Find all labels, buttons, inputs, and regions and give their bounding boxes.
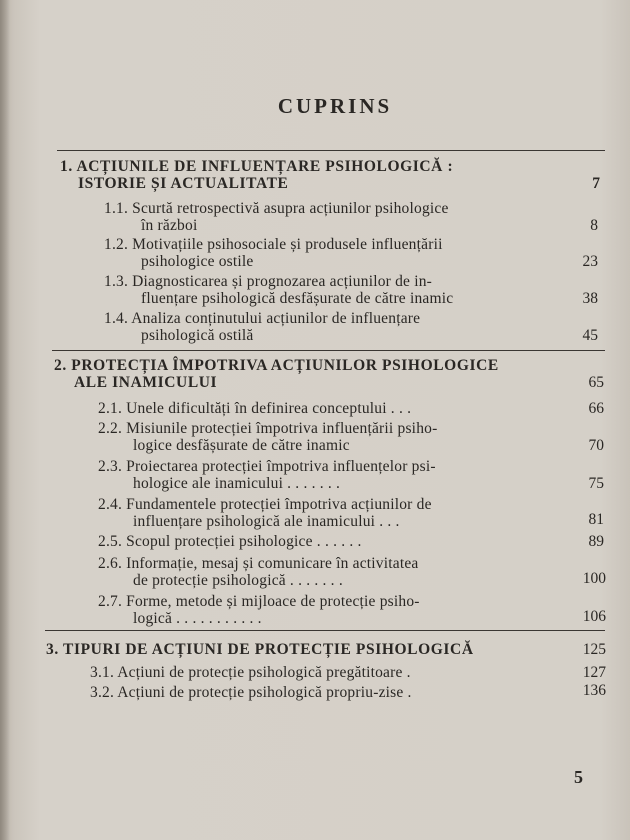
section-1-1-line1: 1.1. Scurtă retrospectivă asupra acțiunilor psihologice: [104, 200, 449, 217]
section-2-3-line1: 2.3. Proiectarea protecției împotriva influențelor psi-: [98, 458, 436, 475]
section-3-1-page: 127: [582, 664, 606, 681]
chapter-divider: [57, 150, 605, 151]
page-title: CUPRINS: [277, 94, 393, 118]
section-2-6-page: 100: [582, 570, 606, 587]
section-1-3-line1: 1.3. Diagnosticarea și prognozarea acțiunilor de in-: [104, 273, 433, 290]
chapter-1-title-line2: ISTORIE ȘI ACTUALITATE: [78, 175, 289, 192]
section-2-6-line1: 2.6. Informație, mesaj și comunicare în activitatea: [98, 555, 419, 572]
section-2-2-line2: logice desfășurate de către inamic: [133, 437, 350, 454]
section-2-7-line1: 2.7. Forme, metode și mijloace de protecție psiho-: [98, 593, 420, 610]
section-1-1-page: 8: [590, 217, 598, 234]
section-3-1: 3.1. Acțiuni de protecție psihologică pregătitoare .: [90, 664, 411, 681]
section-2-7-page: 106: [582, 608, 606, 625]
section-2-4-page: 81: [588, 511, 604, 528]
section-2-4-line1: 2.4. Fundamentele protecției împotriva acțiunilor de: [98, 496, 432, 513]
section-2-5: 2.5. Scopul protecției psihologice . . . . . .: [98, 533, 362, 550]
section-1-4-line2: psihologică ostilă: [141, 327, 254, 344]
section-1-3-line2: fluențare psihologică desfășurate de către inamic: [141, 290, 454, 307]
chapter-divider: [45, 630, 605, 631]
chapter-3-title: 3. TIPURI DE ACȚIUNI DE PROTECȚIE PSIHOLOGICĂ: [46, 641, 474, 658]
section-2-1-page: 66: [588, 400, 604, 417]
section-1-2-line2: psihologice ostile: [141, 253, 254, 270]
chapter-1-title-line1: 1. ACȚIUNILE DE INFLUENȚARE PSIHOLOGICĂ :: [60, 158, 454, 175]
section-3-2: 3.2. Acțiuni de protecție psihologică propriu-zise .: [90, 684, 412, 701]
section-2-7-line2: logică . . . . . . . . . . .: [133, 610, 262, 627]
chapter-1-page: 7: [592, 175, 600, 192]
chapter-3-page: 125: [582, 641, 606, 658]
chapter-divider: [52, 350, 605, 351]
section-1-2-line1: 1.2. Motivațiile psihosociale și produsele influențării: [104, 236, 443, 253]
section-1-2-page: 23: [582, 253, 598, 270]
section-1-4-line1: 1.4. Analiza conținutului acțiunilor de influențare: [104, 310, 421, 327]
section-1-1-line2: în război: [141, 217, 198, 234]
chapter-2-page: 65: [588, 374, 604, 391]
section-3-2-page: 136: [582, 682, 606, 699]
section-2-3-page: 75: [588, 475, 604, 492]
chapter-2-title-line1: 2. PROTECȚIA ÎMPOTRIVA ACȚIUNILOR PSIHOLOGICE: [54, 357, 499, 374]
section-2-3-line2: hologice ale inamicului . . . . . . .: [133, 475, 341, 492]
section-2-4-line2: influențare psihologică ale inamicului . . .: [133, 513, 400, 530]
chapter-2-title-line2: ALE INAMICULUI: [74, 374, 218, 391]
section-2-1: 2.1. Unele dificultăți în definirea conceptului . . .: [98, 400, 412, 417]
section-2-6-line2: de protecție psihologică . . . . . . .: [133, 572, 343, 589]
section-2-5-page: 89: [588, 533, 604, 550]
page-number: 5: [574, 767, 583, 787]
section-2-2-page: 70: [588, 437, 604, 454]
section-1-4-page: 45: [582, 327, 598, 344]
section-2-2-line1: 2.2. Misiunile protecției împotriva influențării psiho-: [98, 420, 438, 437]
section-1-3-page: 38: [582, 290, 598, 307]
